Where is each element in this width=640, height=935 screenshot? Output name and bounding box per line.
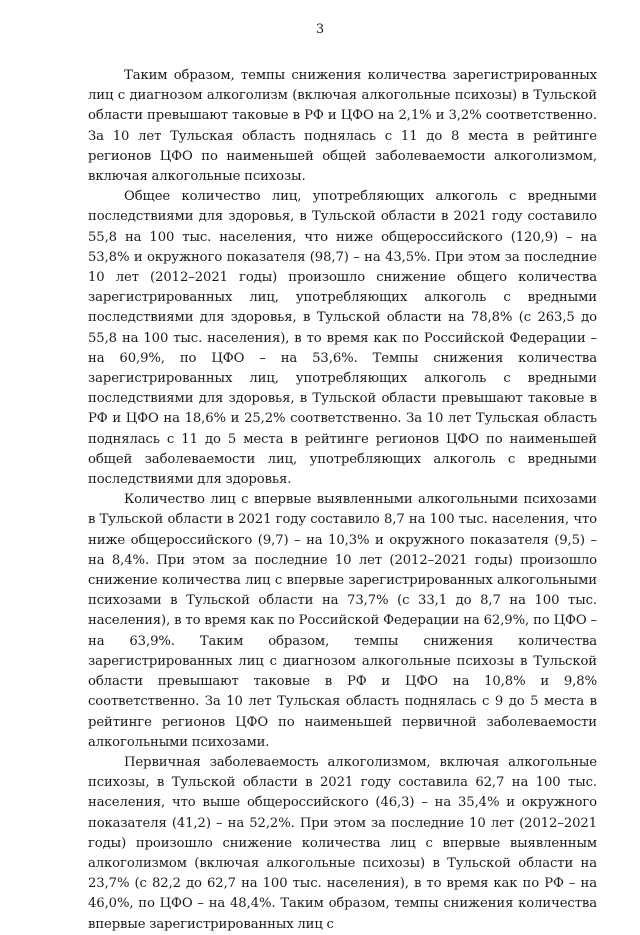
paragraph-alcoholic-psychoses: Количество лиц с впервые выявленными алкогольными психозами в Тульской области в 2021 году составило 8,7 на 100 тыс. населения, что ниже общероссийского (9,7) – на 10,3% и окружного показателя (9,5) – на 8,4%. При этом за последние 10 лет (2012–2021 годы) произошло снижение количества лиц с впервые зарегистрированных алкогольными психозами в Тульской области на 73,7% (с 33,1 до 8,7 на 100 тыс. населения), в то время как по Российской Федерации на 62,9%, по ЦФО – на 63,9%. Таким образом, темпы снижения количества зарегистрированных лиц с диагнозом алкогольные психозы в Тульской области превышают таковые в РФ и ЦФО на 10,8% и 9,8% соответственно. За 10 лет Тульская область поднялась с 9 до 5 места в рейтинге регионов ЦФО по наименьшей первичной заболеваемости алкогольными психозами. — [88, 492, 597, 750]
body-text — [88, 66, 597, 935]
page-number: 3 — [315, 22, 325, 37]
paragraph-primary-incidence: Первичная заболеваемость алкоголизмом, включая алкогольные психозы, в Тульской области в 2021 году составила 62,7 на 100 тыс. населения, что выше общероссийского (46,3) – на 35,4% и окружного показателя (41,2) – на 52,2%. При этом за последние 10 лет (2012–2021 годы) произошло снижение количества лиц с впервые выявленным алкоголизмом (включая алкогольные психозы) в Тульской области на 23,7% (с 82,2 до 62,7 на 100 тыс. населения), в то время как по РФ – на 46,0%, по ЦФО – на 48,4%. Таким образом, темпы снижения количества впервые зарегистрированных лиц с — [88, 754, 597, 932]
paragraph-alcoholism-dynamics: Таким образом, темпы снижения количества зарегистрированных лиц с диагнозом алкоголизм (включая алкогольные психозы) в Тульской области превышают таковые в РФ и ЦФО на 2,1% и 3,2% соответственно. За 10 лет Тульская область поднялась с 11 до 8 места в рейтинге регионов ЦФО по наименьшей общей заболеваемости алкоголизмом, включая алкогольные психозы. — [88, 68, 597, 185]
paragraph-harmful-use: Общее количество лиц, употребляющих алкоголь с вредными последствиями для здоровья, в Тульской области в 2021 году составило 55,8 на 100 тыс. населения, что ниже общероссийского (120,9) – на 53,8% и окружного показателя (98,7) – на 43,5%. При этом за последние 10 лет (2012–2021 годы) произошло снижение общего количества зарегистрированных лиц, употребляющих алкоголь с вредными последствиями для здоровья, в Тульской области на 78,8% (с 263,5 до 55,8 на 100 тыс. населения), в то время как по Российской Федерации – на 60,9%, по ЦФО – на 53,6%. Темпы снижения количества зарегистрированных лиц, употребляющих алкоголь с вредными последствиями для здоровья, в Тульской области превышают таковые в РФ и ЦФО на 18,6% и 25,2% соответственно. За 10 лет Тульская область поднялась с 11 до 5 места в рейтинге регионов ЦФО по наименьшей общей заболеваемости лиц, употребляющих алкоголь с вредными последствиями для здоровья. — [88, 189, 597, 488]
